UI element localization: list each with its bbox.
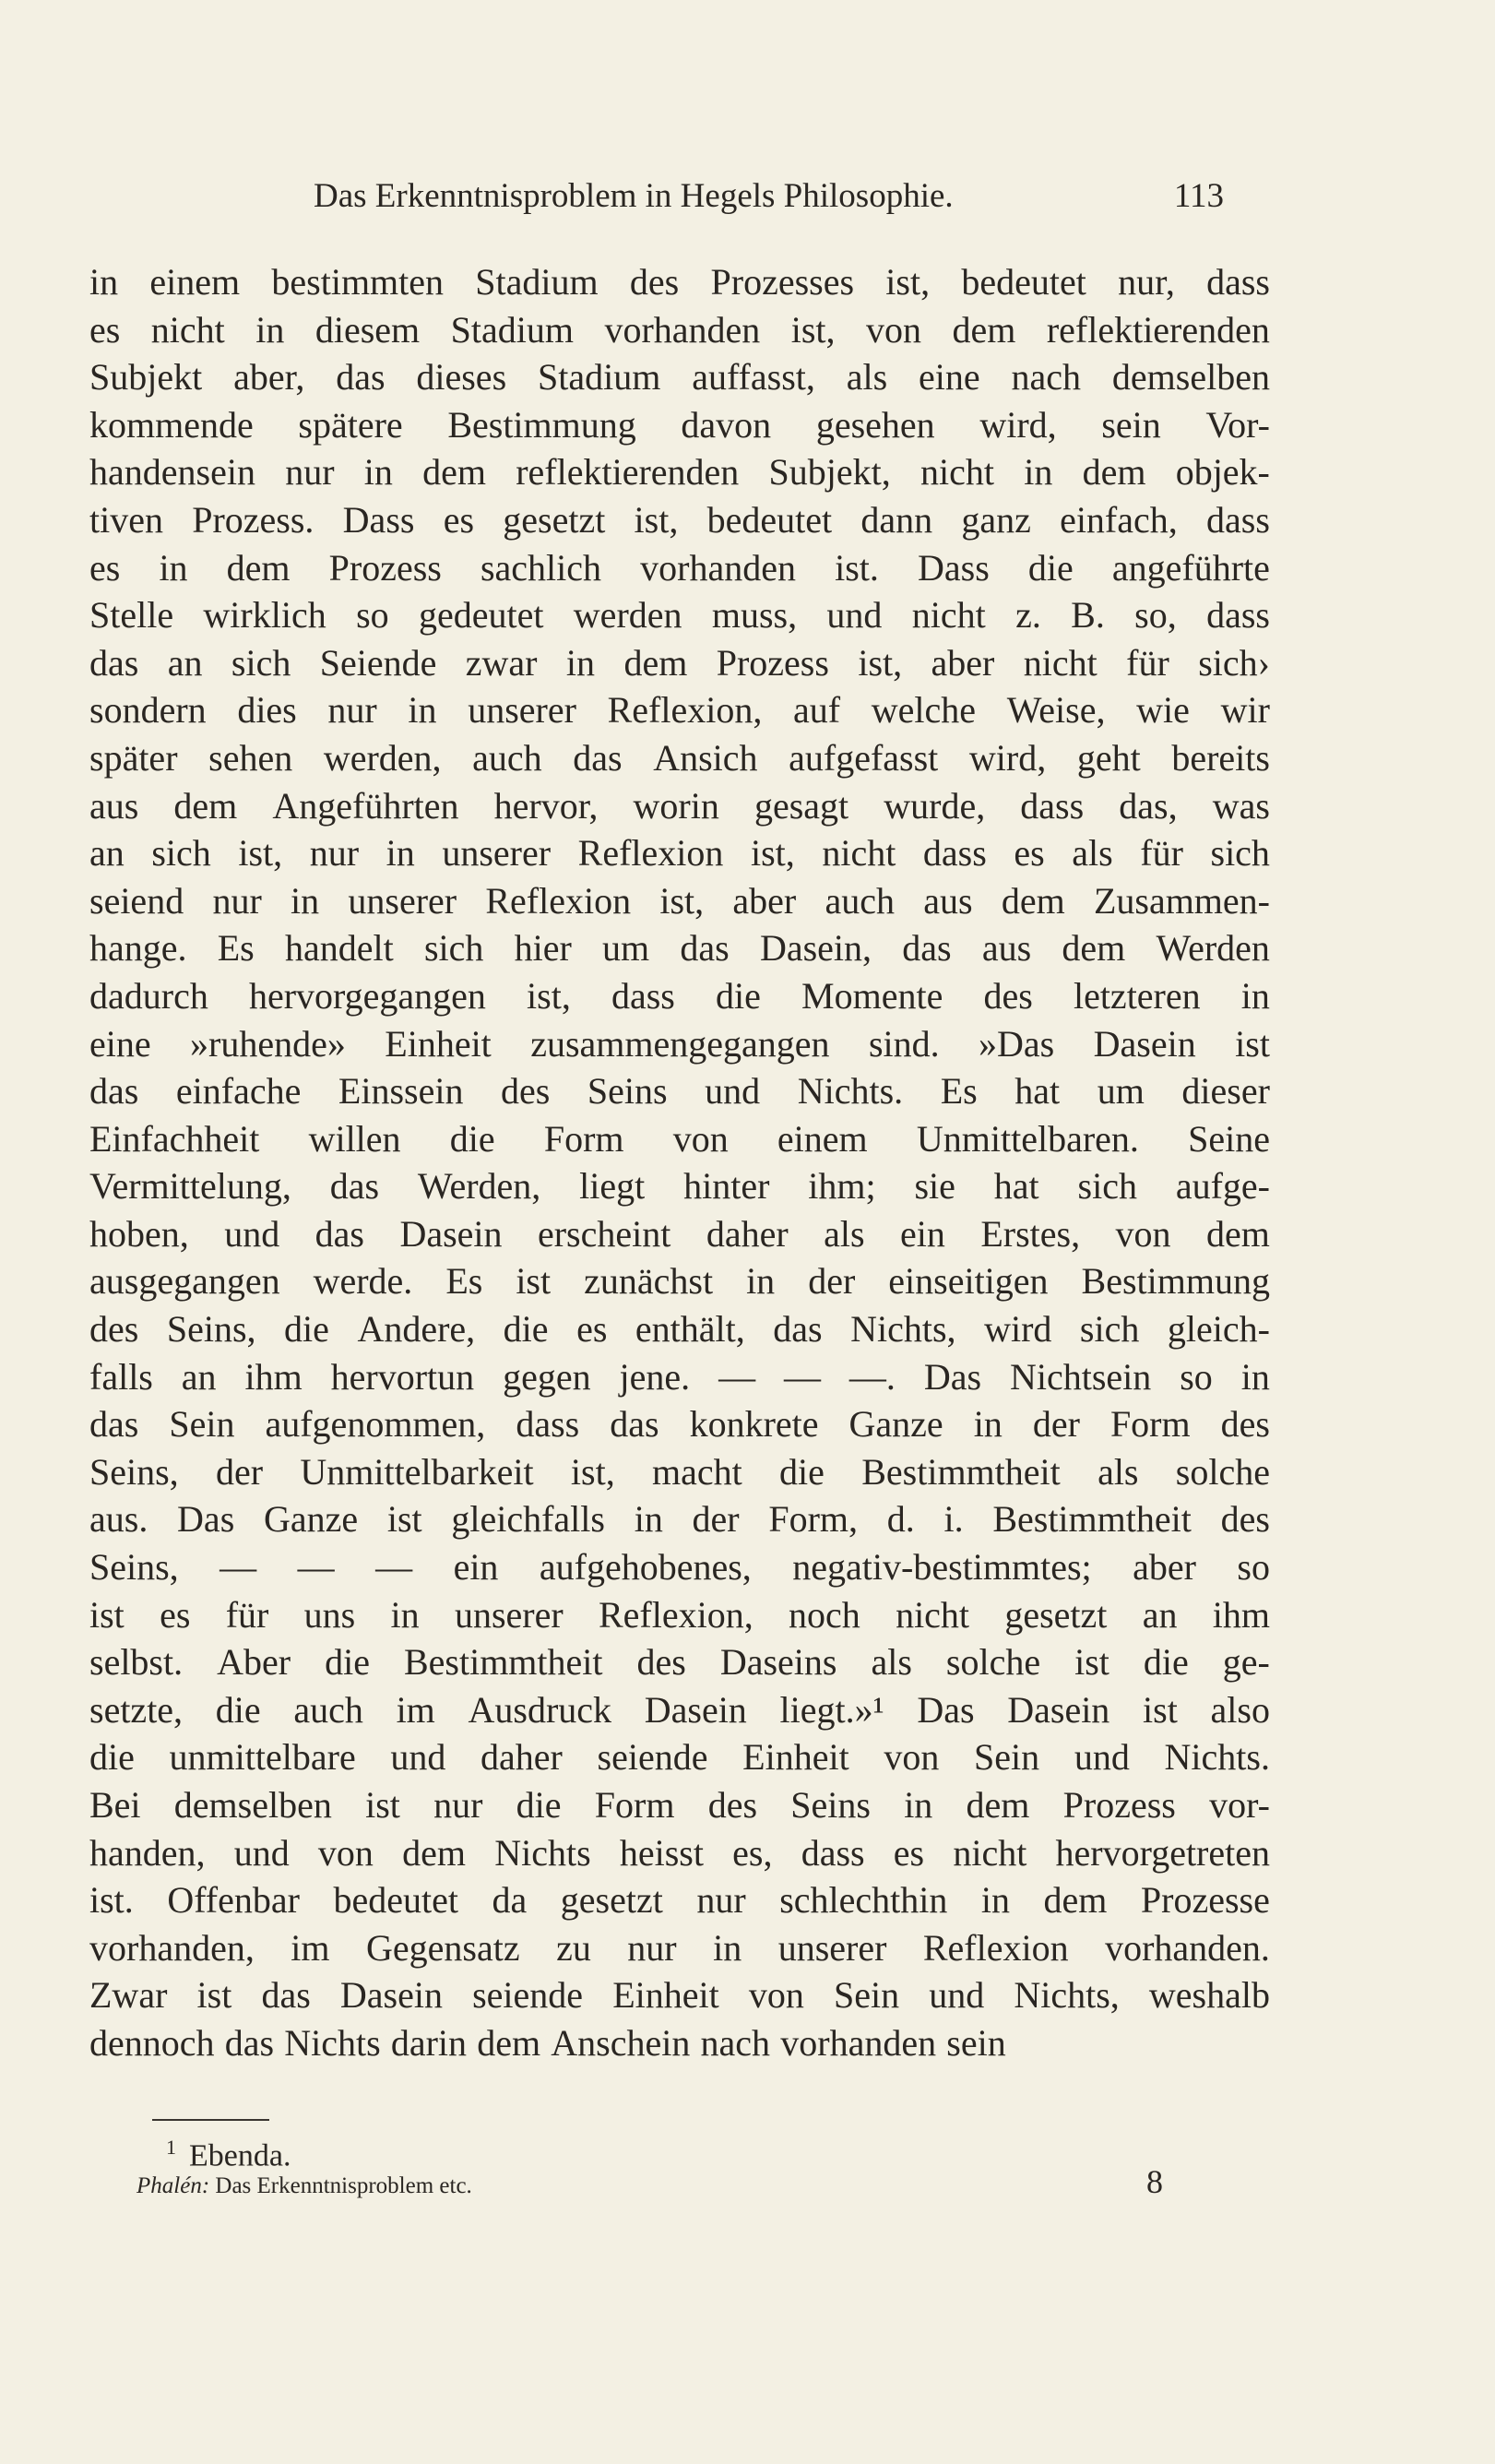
text-line: vorhanden, im Gegensatz zu nur in unserer Reflexion vorhanden. — [89, 1926, 1270, 1969]
text-line: kommende spätere Bestimmung davon gesehen wird, sein Vor- — [89, 403, 1270, 446]
text-line: das einfache Einssein des Seins und Nichts. Es hat um dieser — [89, 1070, 1270, 1113]
text-line: Seins, — — — ein aufgehobenes, negativ-bestimmtes; aber so — [89, 1546, 1270, 1589]
text-line: an sich ist, nur in unserer Reflexion ist, nicht dass es als für sich — [89, 832, 1270, 875]
text-line: sondern dies nur in unserer Reflexion, auf welche Weise, wie wir — [89, 689, 1270, 732]
text-line: aus. Das Ganze ist gleichfalls in der Form, d. i. Bestimmtheit des — [89, 1498, 1270, 1541]
text-line: Seins, der Unmittelbarkeit ist, macht die Bestimmtheit als solche — [89, 1450, 1270, 1493]
footnote-marker: 1 — [166, 2136, 176, 2159]
running-title: Das Erkenntnisproblem in Hegels Philosophie. — [314, 177, 954, 215]
text-line: selbst. Aber die Bestimmtheit des Daseins als solche ist die ge- — [89, 1641, 1270, 1684]
text-line: ist es für uns in unserer Reflexion, noch nicht gesetzt an ihm — [89, 1593, 1270, 1636]
text-line: dadurch hervorgegangen ist, dass die Momente des letzteren in — [89, 974, 1270, 1017]
text-line: das Sein aufgenommen, dass das konkrete Ganze in der Form des — [89, 1403, 1270, 1446]
text-line: Vermittelung, das Werden, liegt hinter ihm; sie hat sich aufge- — [89, 1165, 1270, 1208]
text-line: Bei demselben ist nur die Form des Seins in dem Prozess vor- — [89, 1784, 1270, 1826]
text-line: seiend nur in unserer Reflexion ist, aber auch aus dem Zusammen- — [89, 879, 1270, 922]
page-number: 113 — [1173, 177, 1224, 215]
text-line: die unmittelbare und daher seiende Einheit von Sein und Nichts. — [89, 1736, 1270, 1779]
signature-author: Phalén: — [136, 2173, 210, 2198]
text-line: Subjekt aber, das dieses Stadium auffasst, als eine nach demselben — [89, 356, 1270, 399]
text-line: aus dem Angeführten hervor, worin gesagt wurde, dass das, was — [89, 784, 1270, 827]
page-header — [89, 173, 1224, 220]
signature-title: Das Erkenntnisproblem etc. — [215, 2173, 472, 2198]
text-line: dennoch das Nichts darin dem Anschein nach vorhanden sein — [89, 2021, 1006, 2064]
text-line: in einem bestimmten Stadium des Prozesses ist, bedeutet nur, dass — [89, 261, 1270, 303]
text-line: später sehen werden, auch das Ansich aufgefasst wird, geht bereits — [89, 736, 1270, 779]
text-line: hoben, und das Dasein erscheint daher als ein Erstes, von dem — [89, 1212, 1270, 1255]
text-line: Einfachheit willen die Form von einem Unmittelbaren. Seine — [89, 1117, 1270, 1160]
text-line: Zwar ist das Dasein seiende Einheit von Sein und Nichts, weshalb — [89, 1974, 1270, 2017]
text-line: handen, und von dem Nichts heisst es, dass es nicht hervorgetreten — [89, 1831, 1270, 1874]
sheet-mark: 8 — [1146, 2163, 1163, 2200]
text-line: Stelle wirklich so gedeutet werden muss, und nicht z. B. so, dass — [89, 594, 1270, 637]
text-line: setzte, die auch im Ausdruck Dasein liegt.»¹ Das Dasein ist also — [89, 1688, 1270, 1731]
body-text — [89, 258, 1270, 2067]
text-line: es in dem Prozess sachlich vorhanden ist. Dass die angeführte — [89, 546, 1270, 589]
footnote-rule — [152, 2119, 269, 2121]
text-line: das an sich Seiende zwar in dem Prozess ist, aber nicht für sich› — [89, 641, 1270, 684]
text-line: es nicht in diesem Stadium vorhanden ist, von dem reflektierenden — [89, 308, 1270, 351]
text-line: tiven Prozess. Dass es gesetzt ist, bedeutet dann ganz einfach, dass — [89, 498, 1270, 541]
printer-signature — [136, 2168, 472, 2205]
text-line: ausgegangen werde. Es ist zunächst in der einseitigen Bestimmung — [89, 1260, 1270, 1303]
text-line: des Seins, die Andere, die es enthält, das Nichts, wird sich gleich- — [89, 1308, 1270, 1351]
footnote-text: Ebenda. — [189, 2138, 291, 2173]
text-line: handensein nur in dem reflektierenden Subjekt, nicht in dem objek- — [89, 451, 1270, 494]
text-line: hange. Es handelt sich hier um das Dasein, das aus dem Werden — [89, 927, 1270, 970]
text-line: eine »ruhende» Einheit zusammengegangen sind. »Das Dasein ist — [89, 1022, 1270, 1065]
text-line: ist. Offenbar bedeutet da gesetzt nur schlechthin in dem Prozesse — [89, 1879, 1270, 1922]
text-line: falls an ihm hervortun gegen jene. — — —. Das Nichtsein so in — [89, 1355, 1270, 1398]
